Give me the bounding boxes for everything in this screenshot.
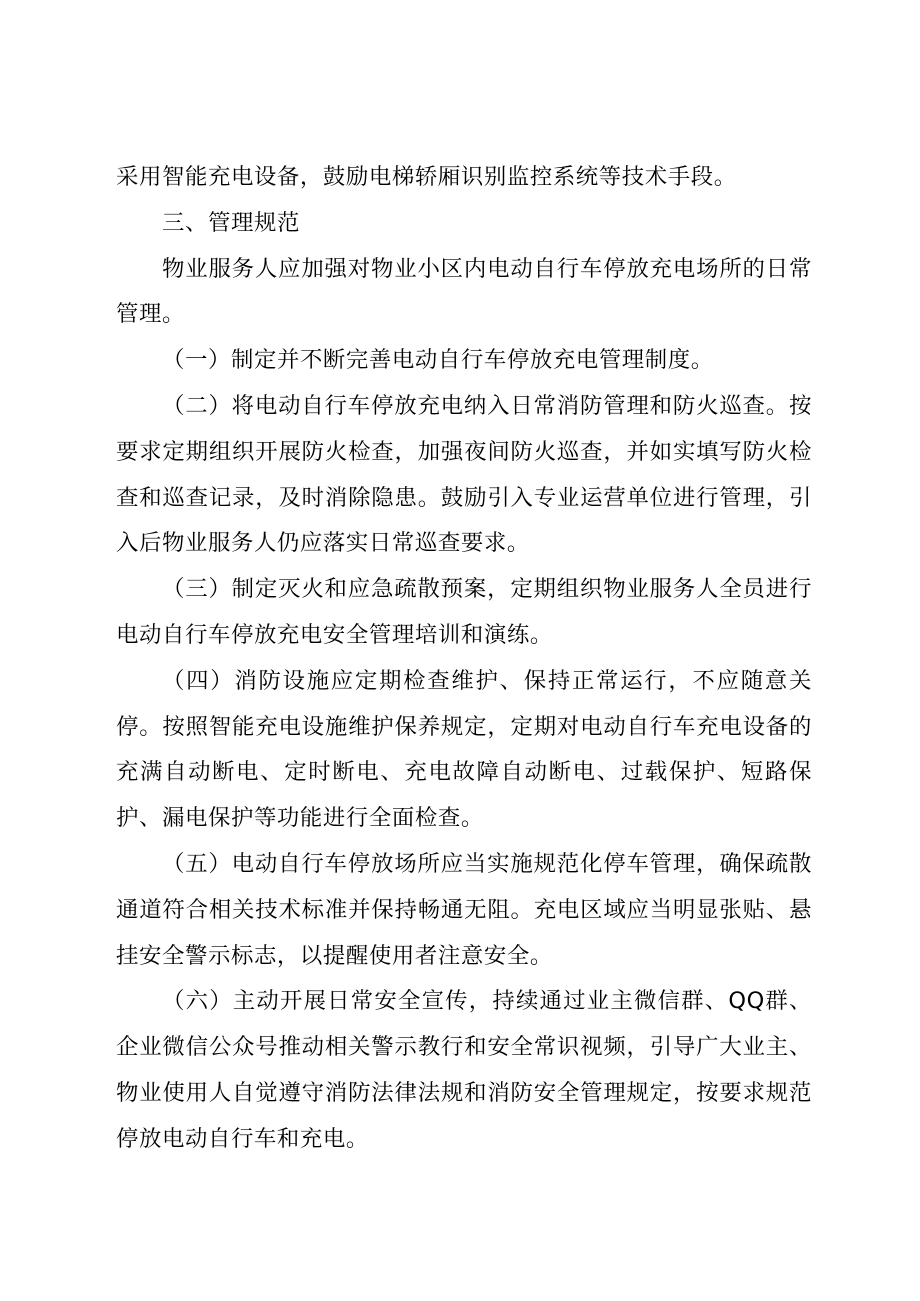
- paragraph-item-1: （一）制定并不断完善电动自行车停放充电管理制度。: [162, 347, 714, 374]
- paragraph-item-3: （三）制定灭火和应急疏散预案，定期组织物业服务人全员进行电动自行车停放充电安全管理培训和演练。: [116, 576, 812, 648]
- document-body: [116, 155, 812, 1163]
- paragraph-item-5: （五）电动自行车停放场所应当实施规范化停车管理，确保疏散通道符合相关技术标准并保持畅通无阻。充电区域应当明显张贴、悬挂安全警示标志，以提醒使用者注意安全。: [116, 850, 812, 969]
- paragraph-item-2: （二）将电动自行车停放充电纳入日常消防管理和防火巡查。按要求定期组织开展防火检查，加强夜间防火巡查，并如实填写防火检查和巡查记录，及时消除隐患。鼓励引入专业运营单位进行管理，引入后物业服务人仍应落实日常巡查要求。: [116, 392, 812, 557]
- paragraph-item-6: （六）主动开展日常安全宣传，持续通过业主微信群、QQ群、企业微信公众号推动相关警示教行和安全常识视频，引导广大业主、物业使用人自觉遵守消防法律法规和消防安全管理规定，按要求规范停放电动自行车和充电。: [116, 988, 812, 1152]
- paragraph-item-4: （四）消防设施应定期检查维护、保持正常运行，不应随意关停。按照智能充电设施维护保养规定，定期对电动自行车充电设备的充满自动断电、定时断电、充电故障自动断电、过载保护、短路保护、漏电保护等功能进行全面检查。: [116, 667, 812, 832]
- paragraph-intro: 物业服务人应加强对物业小区内电动自行车停放充电场所的日常管理。: [116, 255, 812, 328]
- paragraph-continuation: 采用智能充电设备，鼓励电梯轿厢识别监控系统等技术手段。: [116, 164, 737, 190]
- section-heading-management: 三、管理规范: [162, 209, 300, 236]
